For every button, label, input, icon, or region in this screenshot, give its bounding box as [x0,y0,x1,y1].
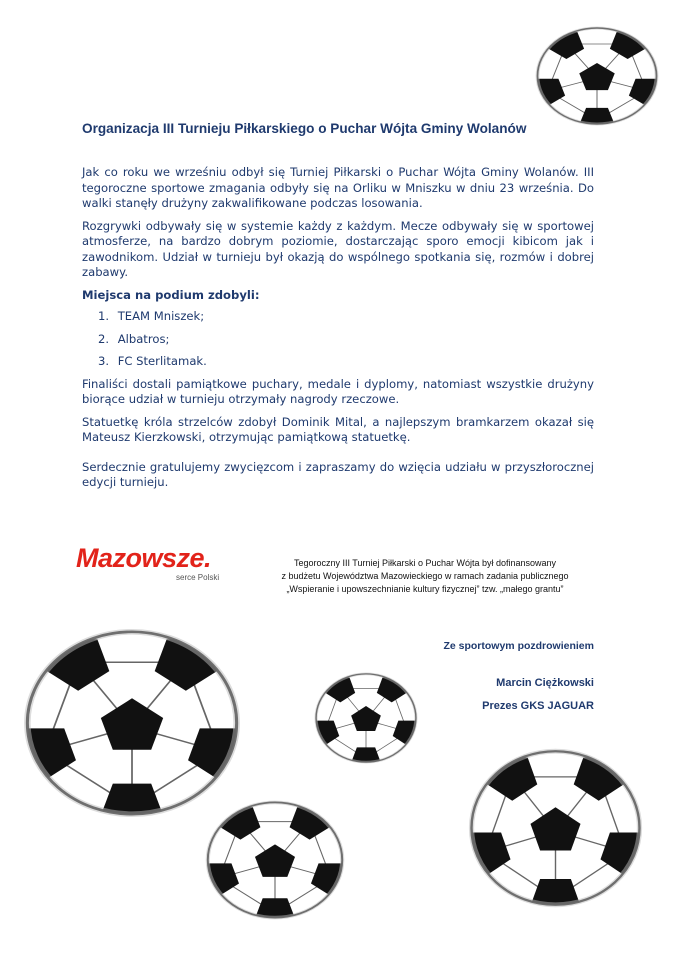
list-item-number: 2. [98,331,110,346]
list-item [98,332,594,348]
funding-note [248,557,602,596]
list-item-number: 1. [98,309,110,323]
paragraph-games: Rozgrywki odbywały się w systemie każdy z każdym. Mecze odbywały się w sportowej atmosferze, na bardzo dobrym poziomie, dostarczając sporo emocji kibicom jak i zawodnikom. Udział w turnieju był okazją do wspólnego spotkania się, rozmów i dobrej zabawy. [82,218,594,279]
page-title: Organizacja III Turnieju Piłkarskiego o Puchar Wójta Gminy Wolanów [82,121,527,136]
list-item-team: Albatros; [117,331,170,346]
funding-line: Tegoroczny III Turniej Piłkarski o Puchar Wójta był dofinansowany [293,558,557,568]
list-item-team: TEAM Mniszek; [117,309,205,323]
list-item-number: 3. [98,354,110,368]
signature-name: Marcin Ciężkowski [496,677,594,689]
paragraph-top-scorer: Statuetkę króla strzelców zdobył Dominik Mital, a najlepszym bramkarzem okazał się Mateusz Kierzkowski, otrzymując pamiątkową statuetkę. [82,414,594,444]
podium-heading: Miejsca na podium zdobyli: [82,287,260,302]
paragraph-awards: Finaliści dostali pamiątkowe puchary, medale i dyplomy, natomiast wszystkie drużyny biorące udział w turnieju otrzymały nagrody rzeczowe. [82,376,594,406]
soccer-ball-icon [205,800,345,920]
funding-line: z budżetu Województwa Mazowieckiego w ramach zadania publicznego [281,571,569,581]
signature-greeting: Ze sportowym pozdrowieniem [443,640,594,652]
soccer-ball-icon [23,628,241,818]
paragraph-congratulations: Serdecznie gratulujemy zwycięzcom i zapraszamy do wzięcia udziału w przyszłorocznej edycji turnieju. [82,459,594,489]
logo-wordmark: Mazowsze. [76,543,212,573]
podium-list [82,309,594,370]
soccer-ball-icon [535,26,659,126]
list-item [98,309,594,325]
soccer-ball-icon [468,748,643,908]
logo-subtitle: serce Polski [176,573,220,582]
mazowsze-logo [76,543,244,585]
document-body [82,165,594,498]
list-item [98,354,594,370]
signature-role: Prezes GKS JAGUAR [482,700,594,712]
paragraph-intro: Jak co roku we wrześniu odbył się Turniej Piłkarski o Puchar Wójta Gminy Wolanów. III tegoroczne sportowe zmagania odbyły się na Orliku w Mniszku w dniu 23 września. Do walki stanęły drużyny zakwalifikowane podczas losowania. [82,165,594,210]
list-item-team: FC Sterlitamak. [117,354,207,368]
funding-line: „Wspieranie i upowszechnianie kultury fizycznej” tzw. „małego grantu” [286,584,564,594]
